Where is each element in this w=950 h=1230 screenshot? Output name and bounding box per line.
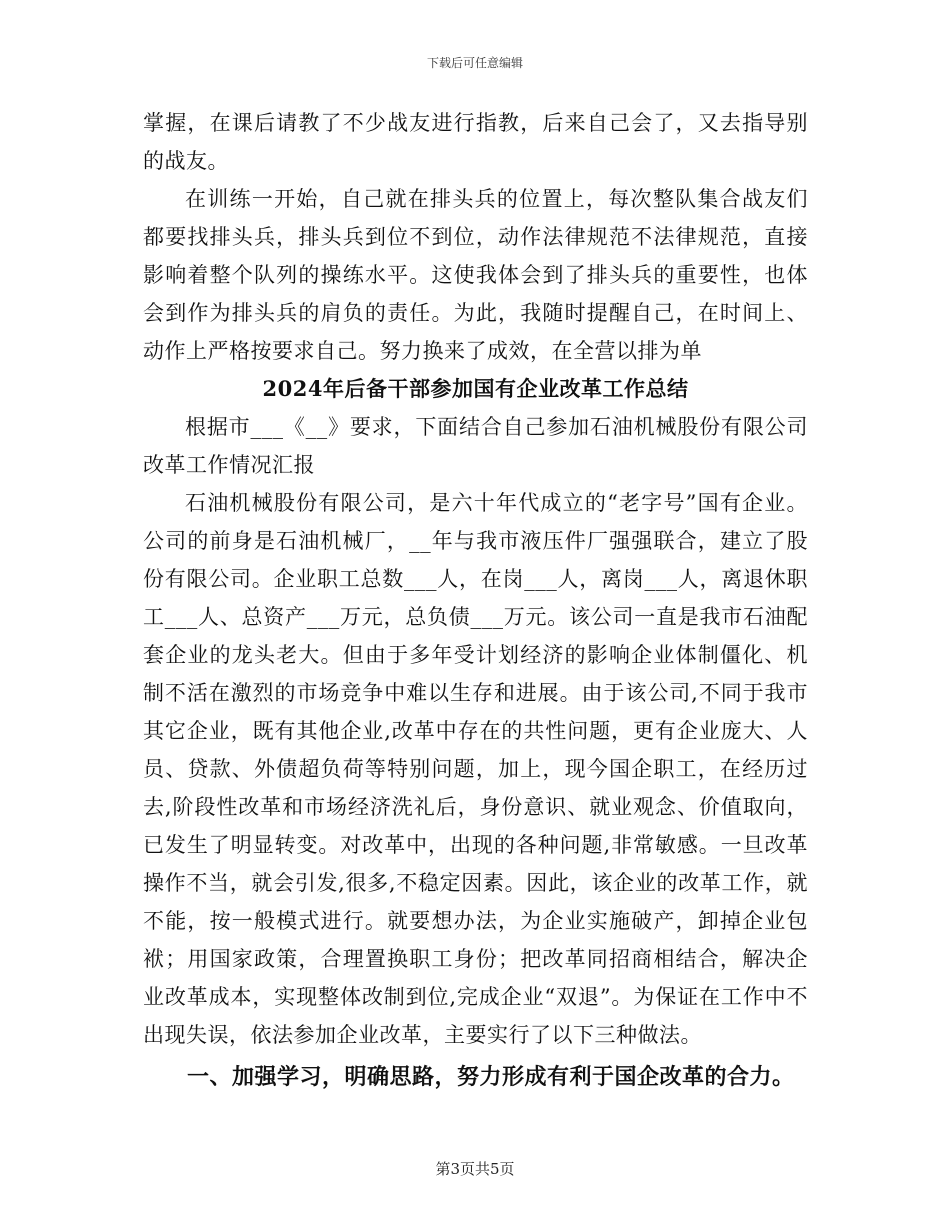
header-note: 下载后可任意编辑 <box>426 56 523 70</box>
paragraph-company: 石油机械股份有限公司，是六十年代成立的“老字号”国有企业。公司的前身是石油机械厂，__年与我市液压件厂强强联合，建立了股份有限公司。企业职工总数___人，在岗___人，离岗___人，离退休职工___人、总资产___万元，总负债___万元。该公司一直是我市石油配套企业的龙头老大。但由于多年受计划经济的影响企业体制僵化、机制不活在激烈的市场竞争中难以生存和进展。由于该公司,不同于我市其它企业，既有其他企业,改革中存在的共性问题，更有企业庞大、人员、贷款、外债超负荷等特别问题，加上，现今国企职工，在经历过去,阶段性改革和市场经济洗礼后，身份意识、就业观念、价值取向，已发生了明显转变。对改革中，出现的各种问题,非常敏感。一旦改革操作不当，就会引发,很多,不稳定因素。因此，该企业的改革工作，就不能，按一般模式进行。就要想办法，为企业实施破产，卸掉企业包袱；用国家政策，合理置换职工身份；把改革同招商相结合，解决企业改革成本，实现整体改制到位,完成企业“双退”。为保证在工作中不出现失误，依法参加企业改革，主要实行了以下三种做法。 <box>143 491 808 1047</box>
page-number: 第3页共5页 <box>435 1160 515 1178</box>
paragraph-continuation: 掌握，在课后请教了不少战友进行指教，后来自己会了，又去指导别的战友。 <box>143 111 808 173</box>
paragraph-intro: 根据市___《__》要求，下面结合自己参加石油机械股份有限公司改革工作情况汇报 <box>143 415 808 477</box>
paragraph-training: 在训练一开始，自己就在排头兵的位置上，每次整队集合战友们都要找排头兵，排头兵到位不到位，动作法律规范不法律规范，直接影响着整个队列的操练水平。这使我体会到了排头兵的重要性，也体会到作为排头兵的肩负的责任。为此，我随时提醒自己，在时间上、动作上严格按要求自己。努力换来了成效，在全营以排为单 <box>143 187 808 363</box>
document-title: 2024年后备干部参加国有企业改革工作总结 <box>262 376 689 401</box>
section-heading-1: 一、加强学习，明确思路，努力形成有利于国企改革的合力。 <box>187 1064 795 1090</box>
document-body <box>143 104 808 1096</box>
